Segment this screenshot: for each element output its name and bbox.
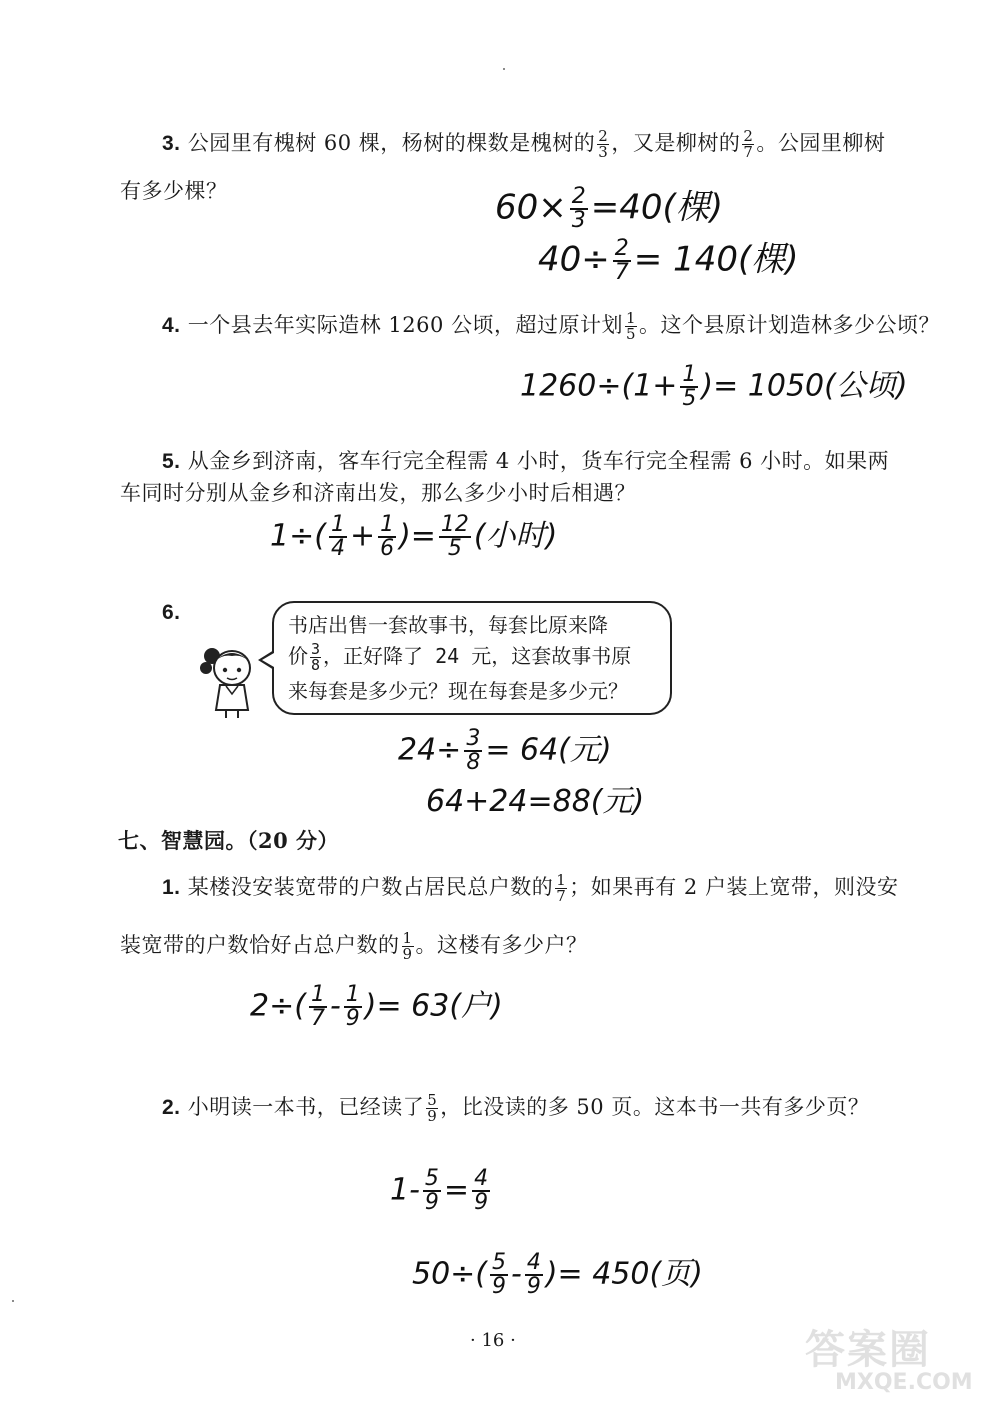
q5-number: 5. [162, 450, 181, 473]
bubble-fraction: $\frac{3}{8}$ [311, 640, 321, 674]
q3-line1 [162, 128, 885, 160]
s7q2-line1: 2. 小明读一本书，已经读了 $\frac{5}{9}$ ，比没读的多 50 页。这本书一共有多少页？ [162, 1091, 870, 1125]
s7q1-line1: 1. 某楼没安装宽带的户数占居民总户数的 $\frac{1}{7}$ ；如果再有 2 户装上宽带，则没安 [162, 871, 899, 905]
q4-fraction: $\frac{1}{5}$ [626, 309, 637, 343]
q3-text-a: 公园里有槐树 60 棵，杨树的棵数是槐树的 [187, 131, 596, 155]
q3-text-c: 。公园里柳树 [756, 131, 886, 155]
q4-text-b: 。这个县原计划造林多少公顷？ [639, 313, 941, 337]
q4-text-a: 一个县去年实际造林 1260 公顷，超过原计划 [187, 313, 623, 337]
q5-line2: 车同时分别从金乡和济南出发，那么多少小时后相遇？ [120, 481, 636, 505]
q3-answer-1: 60× $\frac{2}{3}$ =40(棵) [495, 184, 724, 233]
watermark-logo [805, 1318, 995, 1403]
q3-number: 3. [162, 132, 181, 155]
q4-answer: 1260÷(1+ $\frac{1}{5}$ )= 1050(公顷) [520, 362, 908, 411]
q3-answer-2: 40÷ $\frac{2}{7}$ = 140(棵) [538, 236, 799, 285]
q3-line2: 有多少棵？ [120, 179, 228, 203]
bubble-line-2: 价 $\frac{3}{8}$ ，正好降了 24 元，这套故事书原 [288, 640, 632, 674]
q4-number: 4. [162, 314, 181, 337]
q6-answer-2: 64+24=88(元) [426, 784, 645, 819]
watermark-en: MXQE.COM [835, 1370, 973, 1395]
q6-answer-1: 24÷ $\frac{3}{8}$ = 64(元) [398, 726, 612, 775]
q5-line1 [162, 446, 889, 477]
bubble-line-3: 来每套是多少元？现在每套是多少元？ [288, 679, 628, 703]
q3-fraction-1: $\frac{2}{3}$ [598, 127, 609, 161]
s7q1-fraction-2: $\frac{1}{9}$ [402, 929, 413, 963]
q3-fraction-2: $\frac{2}{7}$ [743, 127, 754, 161]
speech-bubble-tail-fill [262, 653, 274, 667]
q6-number: 6. [162, 601, 181, 624]
q5-answer: 1÷( $\frac{1}{4}$ + $\frac{1}{6}$ )= $\frac{12}{5}$ (小时) [270, 512, 558, 561]
s7q1-number: 1. [162, 876, 181, 899]
scan-dot [12, 1300, 14, 1302]
page-number: · 16 · [470, 1330, 516, 1351]
watermark-cn: 答案圈 [805, 1327, 931, 1373]
s7q2-fraction: $\frac{5}{9}$ [427, 1091, 438, 1125]
s7q2-answer-1: 1- $\frac{5}{9}$ = $\frac{4}{9}$ [390, 1166, 489, 1215]
scan-dot [503, 68, 505, 70]
q4-line1 [162, 310, 940, 342]
q3-text-b: ，又是柳树的 [611, 131, 741, 155]
s7q1-line2: 装宽带的户数恰好占总户数的 $\frac{1}{9}$ 。这楼有多少户？ [120, 929, 588, 963]
s7q2-answer-2: 50÷( $\frac{5}{9}$ - $\frac{4}{9}$ )= 450(页) [412, 1250, 703, 1299]
s7q1-fraction-1: $\frac{1}{7}$ [556, 871, 567, 905]
girl-illustration [196, 640, 266, 720]
q5-text-1: 从金乡到济南，客车行完全程需 4 小时，货车行完全程需 6 小时。如果两 [187, 449, 890, 473]
s7q2-number: 2. [162, 1096, 181, 1119]
section7-title: 七、智慧园。（20 分） [118, 828, 340, 853]
bubble-line-1: 书店出售一套故事书，每套比原来降 [288, 613, 608, 637]
s7q1-answer: 2÷( $\frac{1}{7}$ - $\frac{1}{9}$ )= 63(户) [250, 982, 503, 1031]
